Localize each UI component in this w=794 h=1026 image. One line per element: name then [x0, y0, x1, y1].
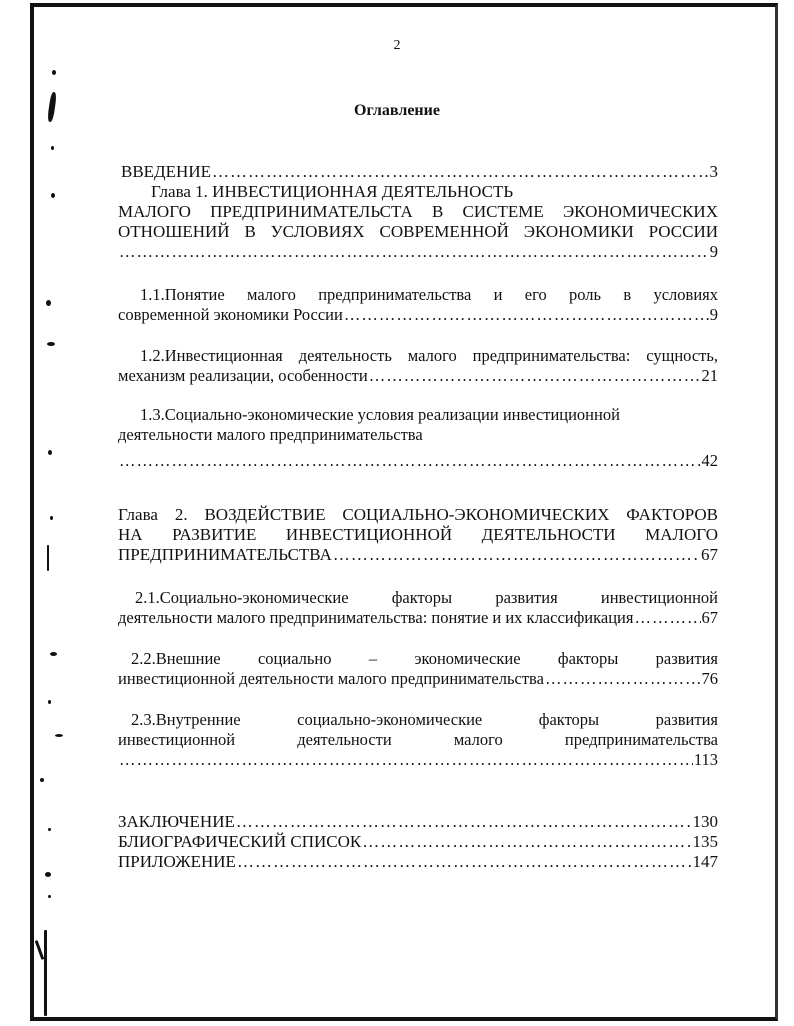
- scan-mark: [40, 778, 44, 782]
- toc-label: деятельности малого предпринимательства: понятие и их классификация: [118, 608, 634, 627]
- toc-text: инвестиционной деятельности малого предпринимательства: [118, 730, 718, 749]
- toc-page: 147: [692, 852, 718, 871]
- toc-entry-intro[interactable]: [118, 162, 718, 182]
- toc-text: Глава 1. ИНВЕСТИЦИОННАЯ ДЕЯТЕЛЬНОСТЬ: [151, 182, 514, 201]
- toc-page: 9: [709, 305, 718, 324]
- scan-mark: [48, 700, 51, 704]
- toc-page: 42: [701, 451, 718, 470]
- toc-entry-section-1-3[interactable]: [118, 405, 718, 471]
- scan-mark: [55, 734, 63, 737]
- toc-entry-conclusion[interactable]: [118, 812, 718, 832]
- scan-mark: [51, 146, 54, 150]
- scan-mark: [51, 193, 55, 198]
- toc-text: ОТНОШЕНИЙ В УСЛОВИЯХ СОВРЕМЕННОЙ ЭКОНОМИКИ РОССИИ: [118, 222, 718, 241]
- toc-entry-section-2-1[interactable]: [118, 588, 718, 628]
- leader-dots: [237, 852, 692, 872]
- toc-entry-appendix[interactable]: [118, 852, 718, 872]
- toc-label: ВВЕДЕНИЕ: [121, 162, 211, 181]
- scan-mark: [48, 450, 52, 455]
- toc-text: 1.2.Инвестиционная деятельность малого предпринимательства: сущность,: [140, 346, 718, 365]
- toc-entry-chapter-2[interactable]: [118, 505, 718, 565]
- toc-label: механизм реализации, особенности: [118, 366, 368, 385]
- leader-dots: [212, 162, 709, 182]
- leader-dots: [545, 669, 701, 689]
- toc-page: 9: [709, 242, 718, 261]
- toc-text: 1.1.Понятие малого предпринимательства и его роль в условиях: [140, 285, 718, 304]
- scan-mark: [45, 872, 51, 877]
- scan-mark: [48, 895, 51, 898]
- toc-label: современной экономики России: [118, 305, 343, 324]
- toc-page: 113: [693, 750, 718, 769]
- toc-label: БЛИОГРАФИЧЕСКИЙ СПИСОК: [118, 832, 362, 851]
- toc-text: 2.3.Внутренние социально-экономические факторы развития: [131, 710, 718, 729]
- scan-mark: [47, 342, 55, 346]
- toc-label: инвестиционной деятельности малого предпринимательства: [118, 669, 544, 688]
- toc-text: 2.1.Социально-экономические факторы развития инвестиционной: [135, 588, 718, 607]
- leader-dots: [344, 305, 709, 325]
- leader-dots: [236, 812, 692, 832]
- toc-entry-section-1-2[interactable]: [118, 346, 718, 386]
- scan-mark: [44, 930, 47, 1016]
- toc-page: 3: [709, 162, 718, 181]
- scan-mark: [48, 828, 51, 831]
- page-title: Оглавление: [354, 102, 440, 119]
- scan-mark: [50, 516, 53, 520]
- leader-dots: [634, 608, 700, 628]
- toc-label: ЗАКЛЮЧЕНИЕ: [118, 812, 235, 831]
- page-number: 2: [393, 38, 401, 53]
- toc-page: 135: [692, 832, 718, 851]
- toc-label: ПРИЛОЖЕНИЕ: [118, 852, 236, 871]
- scan-mark: [47, 545, 49, 571]
- toc-page: 67: [701, 608, 718, 627]
- scan-mark: [46, 300, 51, 306]
- scan-mark: [52, 70, 56, 75]
- leader-dots: [362, 832, 691, 852]
- toc-entry-section-1-1[interactable]: [118, 285, 718, 325]
- toc-text: Глава 2. ВОЗДЕЙСТВИЕ СОЦИАЛЬНО-ЭКОНОМИЧЕСКИХ ФАКТОРОВ: [118, 505, 718, 524]
- toc-text: НА РАЗВИТИЕ ИНВЕСТИЦИОННОЙ ДЕЯТЕЛЬНОСТИ МАЛОГО: [118, 525, 718, 544]
- toc-entry-section-2-2[interactable]: [118, 649, 718, 689]
- toc-text: деятельности малого предпринимательства: [118, 425, 423, 444]
- toc-page: 76: [701, 669, 718, 688]
- leader-dots: [119, 750, 693, 770]
- scan-mark: [50, 652, 57, 656]
- toc-page: 67: [701, 545, 718, 564]
- toc-entry-section-2-3[interactable]: [118, 710, 718, 770]
- leader-dots: [333, 545, 700, 565]
- toc-label: ПРЕДПРИНИМАТЕЛЬСТВА: [118, 545, 332, 564]
- leader-dots: [119, 451, 701, 471]
- toc-entry-chapter-1[interactable]: [118, 182, 718, 262]
- toc-text: МАЛОГО ПРЕДПРИНИМАТЕЛЬСТА В СИСТЕМЕ ЭКОНОМИЧЕСКИХ: [118, 202, 718, 221]
- toc-text: 2.2.Внешние социально – экономические факторы развития: [131, 649, 718, 668]
- leader-dots: [369, 366, 701, 386]
- leader-dots: [119, 242, 709, 262]
- toc-entry-bibliography[interactable]: [118, 832, 718, 852]
- toc-page: 130: [692, 812, 718, 831]
- toc-text: 1.3.Социально-экономические условия реализации инвестиционной: [140, 405, 620, 424]
- toc-page: 21: [701, 366, 718, 385]
